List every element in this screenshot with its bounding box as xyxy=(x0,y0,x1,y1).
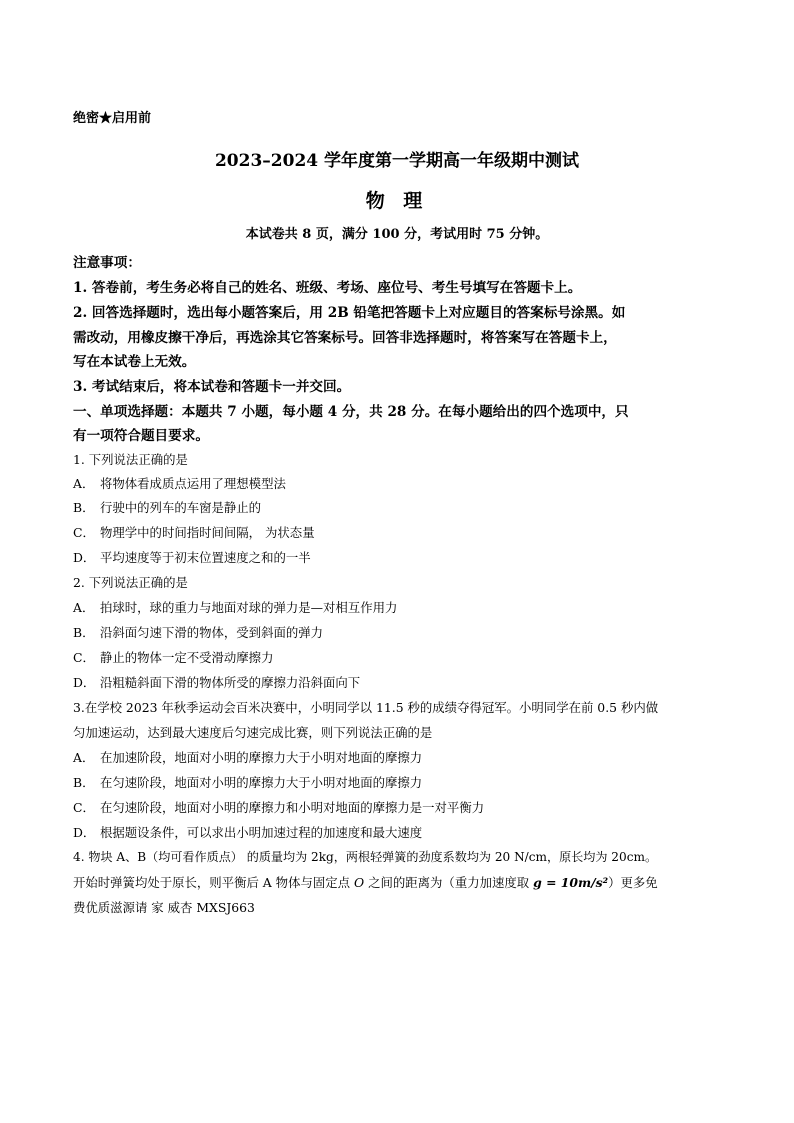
option-text: 在匀速阶段，地面对小明的摩擦力和小明对地面的摩擦力是一对平衡力 xyxy=(100,800,485,815)
option-label: B． xyxy=(73,625,95,640)
q1-stem: 1. 下列说法正确的是 xyxy=(73,452,188,467)
q1-option-b xyxy=(73,498,261,516)
option-text: 沿斜面匀速下滑的物体，受到斜面的弹力 xyxy=(100,625,324,640)
option-text: 沿粗糙斜面下滑的物体所受的摩擦力沿斜面向下 xyxy=(100,675,361,690)
q3-option-c xyxy=(73,798,484,816)
q4-stem-line-1: 4. 物块 A、B（均可看作质点） 的质量均为 2kg，两根轻弹簧的劲度系数均为 20 N/cm，原长均为 20cm。 xyxy=(73,850,658,864)
point-o: O xyxy=(353,875,365,890)
exam-info: 本试卷共 8 页，满分 100 分，考试用时 75 分钟。 xyxy=(245,227,549,242)
q2-option-c xyxy=(73,648,273,666)
option-label: C． xyxy=(73,525,95,540)
option-label: B． xyxy=(73,500,95,515)
exam-title: 2023–2024 学年度第一学期高一年级期中测试 xyxy=(214,151,580,171)
q2-option-a xyxy=(73,598,397,616)
q3-option-b xyxy=(73,773,422,791)
option-text: 平均速度等于初末位置速度之和的一半 xyxy=(100,550,311,565)
option-label: D． xyxy=(73,550,96,565)
gravity-formula: g = 10m/s² xyxy=(533,875,609,890)
notice-heading: 注意事项： xyxy=(73,255,141,271)
option-text: 物理学中的时间指时间间隔， 为状态量 xyxy=(100,525,315,540)
q2-option-d xyxy=(73,673,360,691)
section-heading-line-1: 一、单项选择题：本题共 7 小题，每小题 4 分，共 28 分。在每小题给出的四个选项中，只 xyxy=(73,404,629,420)
option-label: D． xyxy=(73,825,96,840)
notice-line-3: 需改动，用橡皮擦干净后，再选涂其它答案标号。回答非选择题时，将答案写在答题卡上， xyxy=(73,330,617,346)
option-label: D． xyxy=(73,675,96,690)
q4-stem-line-2 xyxy=(73,873,658,891)
notice-line-2: 2. 回答选择题时，选出每小题答案后，用 2B 铅笔把答题卡上对应题目的答案标号涂黑。如 xyxy=(73,305,626,321)
notice-line-1: 1. 答卷前，考生务必将自己的姓名、班级、考场、座位号、考生号填写在答题卡上。 xyxy=(73,280,582,296)
q2-option-b xyxy=(73,623,323,641)
option-label: A． xyxy=(73,600,95,615)
option-text: 在匀速阶段，地面对小明的摩擦力大于小明对地面的摩擦力 xyxy=(100,775,423,790)
q4-text-a: 开始时弹簧均处于原长，则平衡后 A 物体与固定点 xyxy=(73,875,354,890)
option-text: 静止的物体一定不受滑动摩擦力 xyxy=(100,650,274,665)
option-text: 拍球时，球的重力与地面对球的弹力是—对相互作用力 xyxy=(100,600,398,615)
option-label: A． xyxy=(73,476,95,491)
option-label: B． xyxy=(73,775,95,790)
option-label: C． xyxy=(73,800,95,815)
q3-option-a xyxy=(73,748,422,766)
notice-line-4: 写在本试卷上无效。 xyxy=(73,354,196,370)
q4-stem-line-3: 费优质滋源请 家 威杏 MXSJ663 xyxy=(73,900,255,915)
q1-option-d xyxy=(73,548,311,566)
option-label: C． xyxy=(73,650,95,665)
notice-line-5: 3. 考试结束后，将本试卷和答题卡一并交回。 xyxy=(73,379,351,395)
option-text: 行驶中的列车的车窗是静止的 xyxy=(100,500,262,515)
option-text: 在加速阶段，地面对小明的摩擦力大于小明对地面的摩擦力 xyxy=(100,750,423,765)
q4-text-b: 之间的距离为（重力加速度取 xyxy=(364,875,534,890)
q2-stem: 2. 下列说法正确的是 xyxy=(73,575,188,590)
q3-option-d xyxy=(73,823,422,841)
q1-option-a xyxy=(73,474,286,492)
q3-stem-line-1: 3.在学校 2023 年秋季运动会百米决赛中，小明同学以 11.5 秒的成绩夺得冠军。小明同学在前 0.5 秒内做 xyxy=(73,700,659,715)
q3-stem-line-2: 匀加速运动，达到最大速度后匀速完成比赛，则下列说法正确的是 xyxy=(73,725,433,740)
secret-mark: 绝密★启用前 xyxy=(73,111,152,126)
q1-option-c xyxy=(73,523,315,541)
subject-title: 物 理 xyxy=(365,190,429,212)
q4-text-c: ）更多免 xyxy=(608,875,658,890)
option-label: A． xyxy=(73,750,95,765)
section-heading-line-2: 有一项符合题目要求。 xyxy=(73,428,209,444)
option-text: 根据题设条件，可以求出小明加速过程的加速度和最大速度 xyxy=(100,825,423,840)
option-text: 将物体看成质点运用了理想模型法 xyxy=(100,476,286,491)
